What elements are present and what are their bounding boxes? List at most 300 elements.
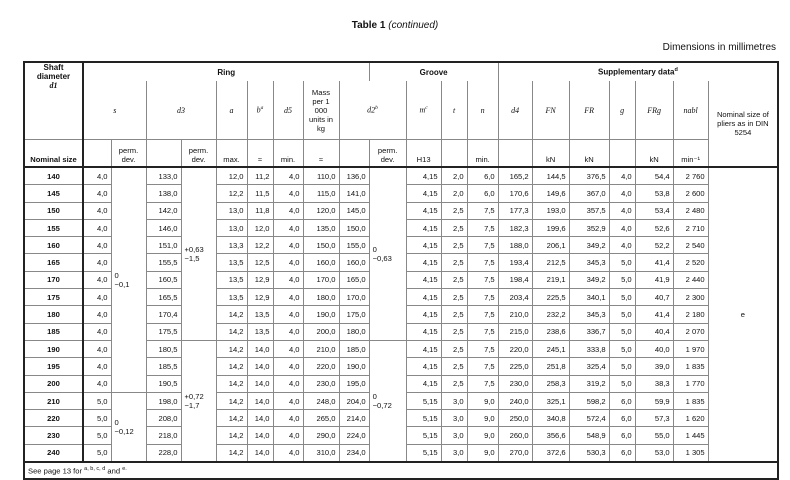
- fn-cell: 372,6: [532, 444, 569, 462]
- d1-cell: 160: [24, 237, 83, 254]
- mass-cell: 210,0: [303, 340, 339, 357]
- d1-cell: 140: [24, 167, 83, 185]
- b-cell: 12,2: [247, 237, 273, 254]
- m-cell: 4,15: [406, 219, 441, 236]
- fn-cell: 258,3: [532, 375, 569, 392]
- nabl-cell: 1 835: [673, 392, 708, 409]
- g-cell: 4,0: [609, 219, 635, 236]
- n-cell: 7,5: [467, 289, 498, 306]
- g-cell: 4,0: [609, 202, 635, 219]
- g-cell: 5,0: [609, 323, 635, 340]
- fn-cell: 144,5: [532, 167, 569, 185]
- frg-cell: 41,4: [635, 306, 673, 323]
- d1-cell: 145: [24, 185, 83, 202]
- d3-cell: 142,0: [146, 202, 181, 219]
- d3-perm-dev-label: perm. dev.: [181, 140, 216, 168]
- nabl-cell: 1 770: [673, 375, 708, 392]
- d3-cell: 228,0: [146, 444, 181, 462]
- d2-cell: 175,0: [339, 306, 369, 323]
- t-cell: 2,0: [441, 185, 467, 202]
- nabl-cell: 1 970: [673, 340, 708, 357]
- d5-cell: 4,0: [273, 410, 303, 427]
- d4-cell: 270,0: [498, 444, 532, 462]
- n-cell: 7,5: [467, 375, 498, 392]
- nabl-cell: 2 520: [673, 254, 708, 271]
- a-symbol: a: [216, 81, 247, 140]
- d2-cell: 224,0: [339, 427, 369, 444]
- m-cell: 4,15: [406, 340, 441, 357]
- shaft-header: Shaft diameter: [24, 62, 83, 81]
- g-cell: 5,0: [609, 358, 635, 375]
- nabl-symbol: nabl: [673, 81, 708, 140]
- s-cell: 4,0: [83, 340, 111, 357]
- fr-cell: 333,8: [569, 340, 609, 357]
- b-cell: 11,5: [247, 185, 273, 202]
- nabl-cell: 2 070: [673, 323, 708, 340]
- fn-cell: 149,6: [532, 185, 569, 202]
- t-cell: 2,5: [441, 323, 467, 340]
- fr-cell: 352,9: [569, 219, 609, 236]
- t-cell: 2,5: [441, 254, 467, 271]
- d2-cell: 165,0: [339, 271, 369, 288]
- d3-cell: 155,5: [146, 254, 181, 271]
- fn-cell: 245,1: [532, 340, 569, 357]
- d3-tolerance: +0,63 −1,5: [181, 167, 216, 340]
- g-cell: 5,0: [609, 375, 635, 392]
- fr-unit: kN: [569, 140, 609, 168]
- g-cell: 6,0: [609, 392, 635, 409]
- nabl-cell: 1 835: [673, 358, 708, 375]
- g-cell: 5,0: [609, 306, 635, 323]
- b-cell: 14,0: [247, 358, 273, 375]
- s-cell: 4,0: [83, 185, 111, 202]
- fn-cell: 340,8: [532, 410, 569, 427]
- a-cell: 12,0: [216, 167, 247, 185]
- d4-cell: 198,4: [498, 271, 532, 288]
- g-symbol: g: [609, 81, 635, 140]
- d2-tolerance: 0 −0,63: [369, 167, 406, 340]
- a-cell: 14,2: [216, 444, 247, 462]
- m-cell: 5,15: [406, 392, 441, 409]
- d3-cell: 190,5: [146, 375, 181, 392]
- g-cell: 6,0: [609, 410, 635, 427]
- frg-symbol: FRg: [635, 81, 673, 140]
- b-cell: 14,0: [247, 444, 273, 462]
- n-cell: 7,5: [467, 202, 498, 219]
- t-cell: 2,5: [441, 375, 467, 392]
- header-symbol-row: [24, 81, 778, 140]
- b-cell: 14,0: [247, 410, 273, 427]
- d3-cell: 165,5: [146, 289, 181, 306]
- m-cell: 4,15: [406, 167, 441, 185]
- s-cell: 5,0: [83, 427, 111, 444]
- d1-cell: 190: [24, 340, 83, 357]
- d4-cell: 193,4: [498, 254, 532, 271]
- nominal-size-label: Nominal size: [24, 140, 83, 168]
- a-cell: 13,0: [216, 219, 247, 236]
- m-cell: 4,15: [406, 323, 441, 340]
- fr-cell: 345,3: [569, 254, 609, 271]
- s-cell: 4,0: [83, 306, 111, 323]
- fn-cell: 206,1: [532, 237, 569, 254]
- fn-cell: 232,2: [532, 306, 569, 323]
- a-cell: 14,2: [216, 392, 247, 409]
- mass-cell: 190,0: [303, 306, 339, 323]
- frg-cell: 52,6: [635, 219, 673, 236]
- d5-cell: 4,0: [273, 340, 303, 357]
- frg-cell: 41,9: [635, 271, 673, 288]
- mass-cell: 290,0: [303, 427, 339, 444]
- m-cell: 4,15: [406, 289, 441, 306]
- fn-unit: kN: [532, 140, 569, 168]
- t-cell: 2,5: [441, 237, 467, 254]
- m-cell: 4,15: [406, 306, 441, 323]
- frg-cell: 53,0: [635, 444, 673, 462]
- s-cell: 4,0: [83, 358, 111, 375]
- g-cell: 4,0: [609, 237, 635, 254]
- n-cell: 9,0: [467, 410, 498, 427]
- b-cell: 12,9: [247, 289, 273, 306]
- t-cell: 3,0: [441, 410, 467, 427]
- frg-cell: 52,2: [635, 237, 673, 254]
- n-cell: 9,0: [467, 392, 498, 409]
- g-cell: 5,0: [609, 340, 635, 357]
- d1-cell: 200: [24, 375, 83, 392]
- fr-cell: 340,1: [569, 289, 609, 306]
- d4-cell: 225,0: [498, 358, 532, 375]
- m-cell: 5,15: [406, 444, 441, 462]
- a-cell: 13,5: [216, 289, 247, 306]
- mass-cell: 180,0: [303, 289, 339, 306]
- fn-cell: 356,6: [532, 427, 569, 444]
- footnote-row: [24, 462, 778, 479]
- b-cell: 14,0: [247, 375, 273, 392]
- d2-cell: 185,0: [339, 340, 369, 357]
- n-cell: 7,5: [467, 340, 498, 357]
- nabl-unit: min⁻¹: [673, 140, 708, 168]
- t-cell: 2,5: [441, 306, 467, 323]
- s-cell: 5,0: [83, 444, 111, 462]
- s-symbol: s: [83, 81, 146, 140]
- d5-cell: 4,0: [273, 185, 303, 202]
- fr-cell: 376,5: [569, 167, 609, 185]
- n-cell: 7,5: [467, 219, 498, 236]
- nabl-cell: 2 600: [673, 185, 708, 202]
- t-cell: 3,0: [441, 444, 467, 462]
- d4-symbol: d4: [498, 81, 532, 140]
- fn-cell: 225,5: [532, 289, 569, 306]
- mass-cell: 170,0: [303, 271, 339, 288]
- m-h13-label: H13: [406, 140, 441, 168]
- ring-header: Ring: [83, 62, 369, 81]
- frg-cell: 40,7: [635, 289, 673, 306]
- fr-cell: 598,2: [569, 392, 609, 409]
- frg-cell: 53,4: [635, 202, 673, 219]
- m-cell: 5,15: [406, 410, 441, 427]
- units-note: Dimensions in millimetres: [662, 42, 776, 53]
- fn-cell: 238,6: [532, 323, 569, 340]
- d2-cell: 214,0: [339, 410, 369, 427]
- g-cell: 4,0: [609, 185, 635, 202]
- d3-cell: 133,0: [146, 167, 181, 185]
- fr-cell: 349,2: [569, 271, 609, 288]
- nabl-cell: 2 440: [673, 271, 708, 288]
- t-cell: 3,0: [441, 392, 467, 409]
- d1-cell: 230: [24, 427, 83, 444]
- t-cell: 2,5: [441, 340, 467, 357]
- n-min-label: min.: [467, 140, 498, 168]
- mass-cell: 200,0: [303, 323, 339, 340]
- footnote: See page 13 for $^{a, b, c, d}$ and $^{e.}$: [24, 462, 778, 479]
- b-cell: 12,5: [247, 254, 273, 271]
- d2-cell: 136,0: [339, 167, 369, 185]
- a-cell: 14,2: [216, 427, 247, 444]
- nabl-cell: 2 760: [673, 167, 708, 185]
- frg-cell: 40,0: [635, 340, 673, 357]
- d4-cell: 170,6: [498, 185, 532, 202]
- header-unit-row: [24, 140, 778, 168]
- groove-header: Groove: [369, 62, 498, 81]
- nabl-cell: 1 305: [673, 444, 708, 462]
- mass-cell: 220,0: [303, 358, 339, 375]
- d5-cell: 4,0: [273, 289, 303, 306]
- s-tolerance: 0 −0,12: [111, 392, 146, 462]
- frg-cell: 40,4: [635, 323, 673, 340]
- frg-unit: kN: [635, 140, 673, 168]
- d5-cell: 4,0: [273, 323, 303, 340]
- d5-cell: 4,0: [273, 375, 303, 392]
- pliers-header: Nominal size of pliers as in DIN 5254: [708, 81, 778, 167]
- d3-cell: 151,0: [146, 237, 181, 254]
- d2-cell: 155,0: [339, 237, 369, 254]
- fn-cell: 199,6: [532, 219, 569, 236]
- fn-cell: 212,5: [532, 254, 569, 271]
- fr-symbol: FR: [569, 81, 609, 140]
- dimensions-table: [23, 61, 779, 480]
- a-cell: 14,2: [216, 358, 247, 375]
- s-cell: 5,0: [83, 410, 111, 427]
- b-cell: 14,0: [247, 392, 273, 409]
- t-cell: 2,5: [441, 219, 467, 236]
- s-cell: 4,0: [83, 167, 111, 185]
- d5-cell: 4,0: [273, 392, 303, 409]
- s-cell: 4,0: [83, 254, 111, 271]
- mass-cell: 120,0: [303, 202, 339, 219]
- a-cell: 13,3: [216, 237, 247, 254]
- d3-cell: 180,5: [146, 340, 181, 357]
- d2-cell: 234,0: [339, 444, 369, 462]
- d1-symbol: d1: [24, 81, 83, 140]
- d5-cell: 4,0: [273, 427, 303, 444]
- a-cell: 14,2: [216, 306, 247, 323]
- d3-cell: 175,5: [146, 323, 181, 340]
- frg-cell: 39,0: [635, 358, 673, 375]
- fr-cell: 345,3: [569, 306, 609, 323]
- m-cell: 4,15: [406, 358, 441, 375]
- a-cell: 14,2: [216, 340, 247, 357]
- d2-cell: 180,0: [339, 323, 369, 340]
- nabl-cell: 2 480: [673, 202, 708, 219]
- d4-cell: 240,0: [498, 392, 532, 409]
- d5-cell: 4,0: [273, 202, 303, 219]
- s-tolerance: 0 −0,1: [111, 167, 146, 392]
- frg-cell: 57,3: [635, 410, 673, 427]
- fn-cell: 325,1: [532, 392, 569, 409]
- d2-cell: 195,0: [339, 375, 369, 392]
- frg-cell: 53,8: [635, 185, 673, 202]
- m-cell: 4,15: [406, 185, 441, 202]
- s-cell: 4,0: [83, 271, 111, 288]
- s-cell: 4,0: [83, 219, 111, 236]
- d3-cell: 185,5: [146, 358, 181, 375]
- fr-cell: 530,3: [569, 444, 609, 462]
- d2-cell: 141,0: [339, 185, 369, 202]
- frg-cell: 59,9: [635, 392, 673, 409]
- s-perm-dev-label: perm. dev.: [111, 140, 146, 168]
- d1-cell: 180: [24, 306, 83, 323]
- mass-cell: 135,0: [303, 219, 339, 236]
- n-symbol: n: [467, 81, 498, 140]
- b-cell: 11,8: [247, 202, 273, 219]
- d1-cell: 170: [24, 271, 83, 288]
- d2-perm-dev-label: perm. dev.: [369, 140, 406, 168]
- mass-cell: 265,0: [303, 410, 339, 427]
- nabl-cell: 2 540: [673, 237, 708, 254]
- fn-cell: 251,8: [532, 358, 569, 375]
- t-cell: 2,5: [441, 358, 467, 375]
- a-cell: 12,2: [216, 185, 247, 202]
- fn-symbol: FN: [532, 81, 569, 140]
- d1-cell: 185: [24, 323, 83, 340]
- t-cell: 2,5: [441, 202, 467, 219]
- d1-cell: 150: [24, 202, 83, 219]
- d4-cell: 188,0: [498, 237, 532, 254]
- d5-cell: 4,0: [273, 254, 303, 271]
- fn-cell: 219,1: [532, 271, 569, 288]
- s-cell: 4,0: [83, 375, 111, 392]
- m-cell: 4,15: [406, 202, 441, 219]
- mass-cell: 230,0: [303, 375, 339, 392]
- g-cell: 5,0: [609, 289, 635, 306]
- d4-cell: 182,3: [498, 219, 532, 236]
- d5-min-label: min.: [273, 140, 303, 168]
- g-cell: 6,0: [609, 444, 635, 462]
- fr-cell: 572,4: [569, 410, 609, 427]
- d3-cell: 146,0: [146, 219, 181, 236]
- fr-cell: 336,7: [569, 323, 609, 340]
- d2-cell: 170,0: [339, 289, 369, 306]
- d5-cell: 4,0: [273, 358, 303, 375]
- a-cell: 14,2: [216, 410, 247, 427]
- d3-symbol: d3: [146, 81, 216, 140]
- d5-cell: 4,0: [273, 444, 303, 462]
- m-cell: 4,15: [406, 375, 441, 392]
- d1-cell: 175: [24, 289, 83, 306]
- g-cell: 5,0: [609, 271, 635, 288]
- d2-cell: 145,0: [339, 202, 369, 219]
- mass-cell: 110,0: [303, 167, 339, 185]
- d2-cell: 190,0: [339, 358, 369, 375]
- frg-cell: 55,0: [635, 427, 673, 444]
- g-cell: 4,0: [609, 167, 635, 185]
- d3-cell: 170,4: [146, 306, 181, 323]
- s-cell: 4,0: [83, 202, 111, 219]
- nabl-cell: 2 300: [673, 289, 708, 306]
- fn-cell: 193,0: [532, 202, 569, 219]
- m-cell: 5,15: [406, 427, 441, 444]
- mass-cell: 160,0: [303, 254, 339, 271]
- header-group-row: [24, 62, 778, 81]
- n-cell: 9,0: [467, 427, 498, 444]
- d4-cell: 230,0: [498, 375, 532, 392]
- d3-cell: 160,5: [146, 271, 181, 288]
- t-symbol: t: [441, 81, 467, 140]
- b-symbol: $b^a$: [247, 81, 273, 140]
- d5-cell: 4,0: [273, 237, 303, 254]
- n-cell: 6,0: [467, 167, 498, 185]
- d3-cell: 218,0: [146, 427, 181, 444]
- d1-cell: 210: [24, 392, 83, 409]
- mass-approx-label: ≈: [303, 140, 339, 168]
- d3-tolerance: +0,72 −1,7: [181, 340, 216, 462]
- a-max-label: max.: [216, 140, 247, 168]
- n-cell: 6,0: [467, 185, 498, 202]
- b-cell: 13,5: [247, 323, 273, 340]
- frg-cell: 54,4: [635, 167, 673, 185]
- m-cell: 4,15: [406, 271, 441, 288]
- mass-header: Mass per 1 000 units in kg: [303, 81, 339, 140]
- m-cell: 4,15: [406, 254, 441, 271]
- supplementary-header: Supplementary data$^d$: [498, 62, 778, 81]
- nabl-cell: 2 180: [673, 306, 708, 323]
- b-cell: 12,9: [247, 271, 273, 288]
- b-cell: 12,0: [247, 219, 273, 236]
- b-cell: 14,0: [247, 340, 273, 357]
- n-cell: 7,5: [467, 323, 498, 340]
- d3-cell: 198,0: [146, 392, 181, 409]
- m-symbol: $m^c$: [406, 81, 441, 140]
- g-cell: 6,0: [609, 427, 635, 444]
- t-cell: 3,0: [441, 427, 467, 444]
- n-cell: 7,5: [467, 358, 498, 375]
- d4-cell: 220,0: [498, 340, 532, 357]
- mass-cell: 115,0: [303, 185, 339, 202]
- nabl-cell: 1 445: [673, 427, 708, 444]
- d2-symbol: d2$^b$: [339, 81, 406, 140]
- d3-cell: 138,0: [146, 185, 181, 202]
- t-cell: 2,5: [441, 289, 467, 306]
- s-cell: 5,0: [83, 392, 111, 409]
- d1-cell: 220: [24, 410, 83, 427]
- d4-cell: 177,3: [498, 202, 532, 219]
- b-cell: 11,2: [247, 167, 273, 185]
- m-cell: 4,15: [406, 237, 441, 254]
- fr-cell: 367,0: [569, 185, 609, 202]
- a-cell: 13,5: [216, 271, 247, 288]
- d2-cell: 204,0: [339, 392, 369, 409]
- n-cell: 7,5: [467, 271, 498, 288]
- table-title: Table 1 (continued): [351, 20, 439, 31]
- d2-cell: 160,0: [339, 254, 369, 271]
- d1-cell: 165: [24, 254, 83, 271]
- n-cell: 7,5: [467, 254, 498, 271]
- d1-cell: 155: [24, 219, 83, 236]
- b-cell: 14,0: [247, 427, 273, 444]
- d4-cell: 203,4: [498, 289, 532, 306]
- n-cell: 7,5: [467, 237, 498, 254]
- mass-cell: 150,0: [303, 237, 339, 254]
- d5-cell: 4,0: [273, 271, 303, 288]
